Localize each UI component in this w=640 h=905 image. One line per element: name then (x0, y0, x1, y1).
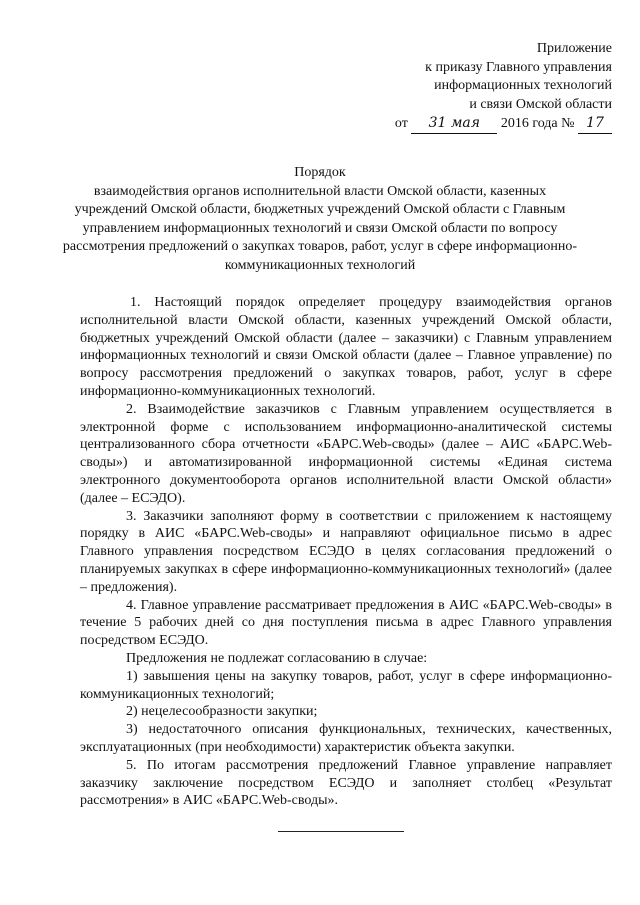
end-divider (278, 831, 404, 832)
paragraph: Предложения не подлежат согласованию в случае: (126, 650, 428, 666)
paragraph: 2) нецелесообразности закупки; (126, 704, 318, 720)
handwritten-order-number: 17 (578, 114, 612, 134)
paragraph: 3) недостаточного описания функциональных, технических, качественных, эксплуатационных (при необходимости) характеристик объекта закупки. (80, 722, 612, 755)
paragraph: 3. Заказчики заполняют форму в соответствии с приложением к настоящему порядку в АИС «БАРС.Web-своды» и направляют официальное письмо в адрес Главного управления посредством ЕСЭДО в целях согласования предложений о планируемых закупках в сфере информационно-коммуникационных технологий» (далее – предложения). (80, 508, 612, 595)
paragraph: 1) завышения цены на закупку товаров, работ, услуг в сфере информационно-коммуникационных технологий; (80, 668, 612, 702)
appendix-line: Приложение (536, 41, 612, 56)
paragraph: 2. Взаимодействие заказчиков с Главным управлением осуществляется в электронной форме с использованием информационно-аналитической системы централизованного сбора отчетности «БАРС.Web-своды» (далее – АИС «БАРС.Web-своды») и автоматизированной информационной системы «Единая система электронного документооборота органов исполнительной власти Омской области» (далее – ЕСЭДО). (80, 401, 612, 506)
handwritten-date: 31 мая (411, 114, 497, 134)
order-date-line (372, 114, 612, 134)
paragraph: 5. По итогам рассмотрения предложений Главное управление направляет заказчику заключение посредством ЕСЭДО и заполняет столбец «Результат рассмотрения» в АИС «БАРС.Web-своды». (80, 757, 612, 809)
appendix-line: к приказу Главного управления (425, 59, 612, 75)
appendix-header (372, 40, 612, 134)
date-prefix: от (394, 116, 408, 131)
appendix-line: и связи Омской области (469, 96, 612, 112)
title-subtitle: взаимодействия органов исполнительной власти Омской области, казенных учреждений Омской области, бюджетных учреждений Омской области с Главным управлением информационных технологий и связи Омской области по вопросу рассмотрения предложений о закупках товаров, работ, услуг в сфере информационно-коммуникационных технологий (62, 183, 578, 273)
document-title (60, 164, 580, 275)
appendix-line: информационных технологий (434, 78, 612, 93)
document-body (80, 294, 612, 810)
paragraph: 4. Главное управление рассматривает предложения в АИС «БАРС.Web-своды» в течение 5 рабочих дней со дня поступления письма в адрес Главного управления посредством ЕСЭДО. (80, 597, 612, 649)
year-text: 2016 года № (500, 116, 575, 131)
title-heading: Порядок (294, 165, 346, 180)
paragraph: 1. Настоящий порядок определяет процедуру взаимодействия органов исполнительной власти Омской области, казенных учреждений Омской области, бюджетных учреждений Омской области (далее – заказчики) с Главным управлением информационных технологий и связи Омской области (далее – Главное управление) по вопросу рассмотрения предложений о закупках товаров, работ, услуг в сфере информационно-коммуникационных технологий. (80, 295, 612, 399)
